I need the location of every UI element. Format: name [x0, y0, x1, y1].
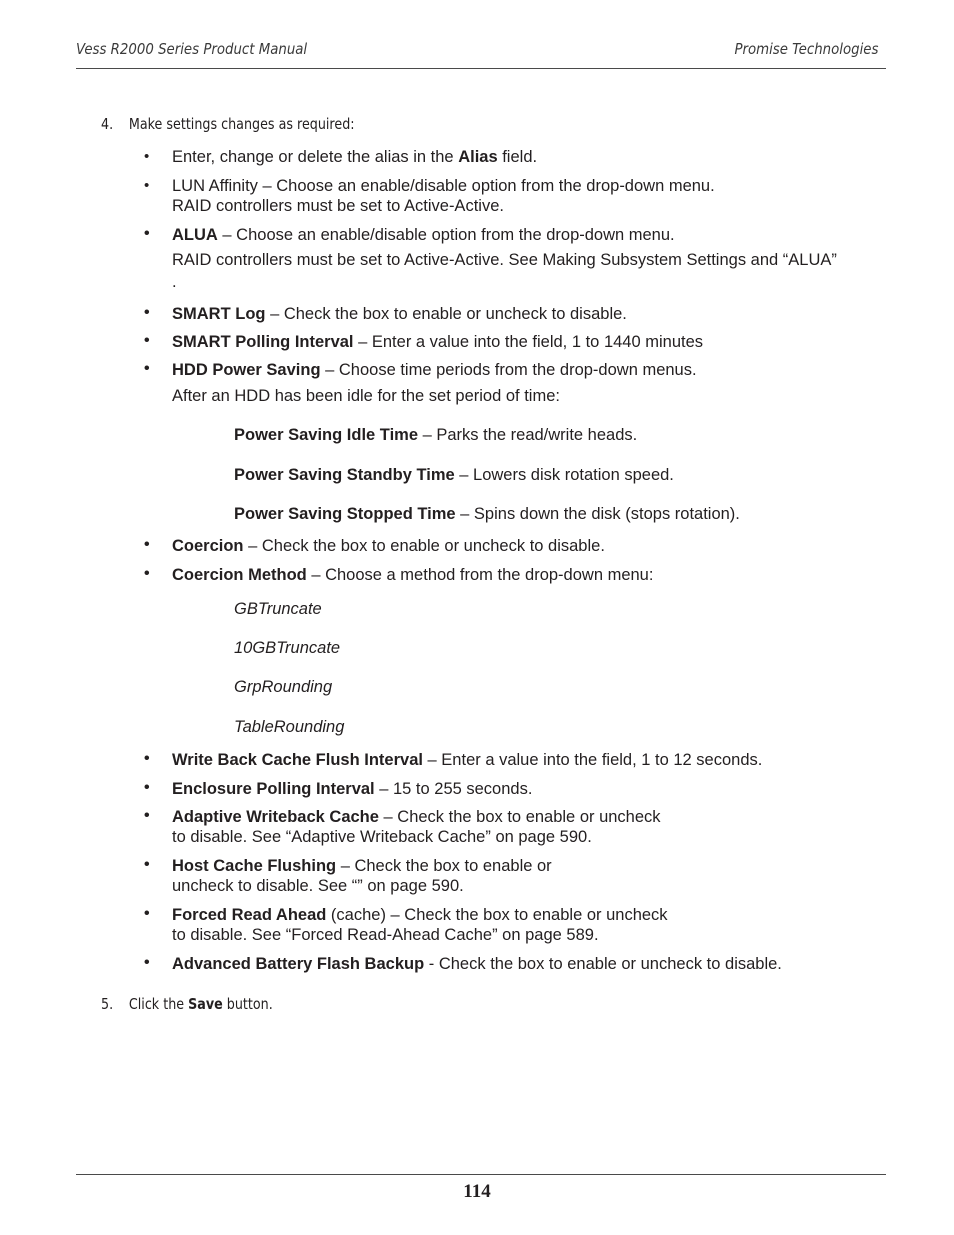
footer-rule [76, 1174, 886, 1175]
coercion-option: 10GBTruncate [234, 639, 341, 657]
coercion-option: GrpRounding [234, 678, 333, 696]
bullet-alua-period: . [172, 273, 177, 291]
bullet-lun-note: RAID controllers must be set to Active-Active. [172, 197, 504, 215]
bullet-marker: • [144, 536, 150, 553]
bullet-hdd-power-saving: HDD Power Saving – Choose time periods from the drop-down menus. [172, 361, 697, 379]
bullet-marker: • [144, 148, 150, 165]
bullet-enclosure-polling: Enclosure Polling Interval – 15 to 255 seconds. [172, 780, 533, 798]
bullet-marker: • [144, 360, 150, 377]
coercion-option: GBTruncate [234, 600, 322, 618]
bullet-hdd-power-note: After an HDD has been idle for the set period of time: [172, 387, 560, 405]
bullet-marker: • [144, 304, 150, 321]
bullet-smart-log: SMART Log – Check the box to enable or uncheck to disable. [172, 305, 627, 323]
bullet-marker: • [144, 750, 150, 767]
power-stopped-time: Power Saving Stopped Time – Spins down the disk (stops rotation). [234, 505, 740, 523]
page-number: 114 [463, 1181, 491, 1202]
bullet-marker: • [144, 332, 150, 349]
bullet-alua-note: RAID controllers must be set to Active-Active. See Making Subsystem Settings and “ALUA” [172, 251, 837, 269]
bullet-alua: ALUA – Choose an enable/disable option from the drop-down menu. [172, 226, 675, 244]
bullet-coercion: Coercion – Check the box to enable or uncheck to disable. [172, 537, 605, 555]
bullet-marker: • [144, 177, 150, 194]
bullet-marker: • [144, 905, 150, 922]
bullet-host-cache-flushing: Host Cache Flushing – Check the box to enable or [172, 857, 552, 875]
header-rule [76, 68, 886, 69]
power-idle-time: Power Saving Idle Time – Parks the read/write heads. [234, 426, 638, 444]
bullet-alias: Enter, change or delete the alias in the Alias field. [172, 148, 538, 166]
bullet-write-back-cache: Write Back Cache Flush Interval – Enter a value into the field, 1 to 12 seconds. [172, 751, 763, 769]
step-number: 4. [101, 115, 114, 133]
bullet-adaptive-writeback: Adaptive Writeback Cache – Check the box to enable or uncheck [172, 808, 661, 826]
bullet-forced-read-ahead: Forced Read Ahead (cache) – Check the box to enable or uncheck [172, 906, 668, 924]
bullet-adaptive-note: to disable. See “Adaptive Writeback Cache” on page 590. [172, 828, 592, 846]
bullet-marker: • [144, 856, 150, 873]
step-4 [101, 115, 355, 133]
header-company: Promise Technologies [734, 40, 878, 58]
bullet-lun-affinity: LUN Affinity – Choose an enable/disable option from the drop-down menu. [172, 177, 715, 195]
bullet-marker: • [144, 779, 150, 796]
bullet-marker: • [144, 565, 150, 582]
save-label: Save [188, 995, 223, 1013]
power-standby-time: Power Saving Standby Time – Lowers disk rotation speed. [234, 466, 674, 484]
bullet-host-cache-note: uncheck to disable. See “” on page 590. [172, 877, 464, 895]
bullet-marker: • [144, 225, 150, 242]
step-number: 5. [101, 995, 114, 1013]
bullet-forced-read-note: to disable. See “Forced Read-Ahead Cache” on page 589. [172, 926, 599, 944]
bullet-marker: • [144, 807, 150, 824]
bullet-coercion-method: Coercion Method – Choose a method from the drop-down menu: [172, 566, 654, 584]
step-5: 5. Click the Save button. [101, 995, 273, 1013]
bullet-battery-flash-backup: Advanced Battery Flash Backup - Check the box to enable or uncheck to disable. [172, 955, 782, 973]
coercion-option: TableRounding [234, 718, 345, 736]
bullet-marker: • [144, 954, 150, 971]
bullet-smart-polling: SMART Polling Interval – Enter a value into the field, 1 to 1440 minutes [172, 333, 704, 351]
header-manual-title: Vess R2000 Series Product Manual [76, 40, 308, 58]
step-text: Make settings changes as required: [128, 115, 355, 133]
